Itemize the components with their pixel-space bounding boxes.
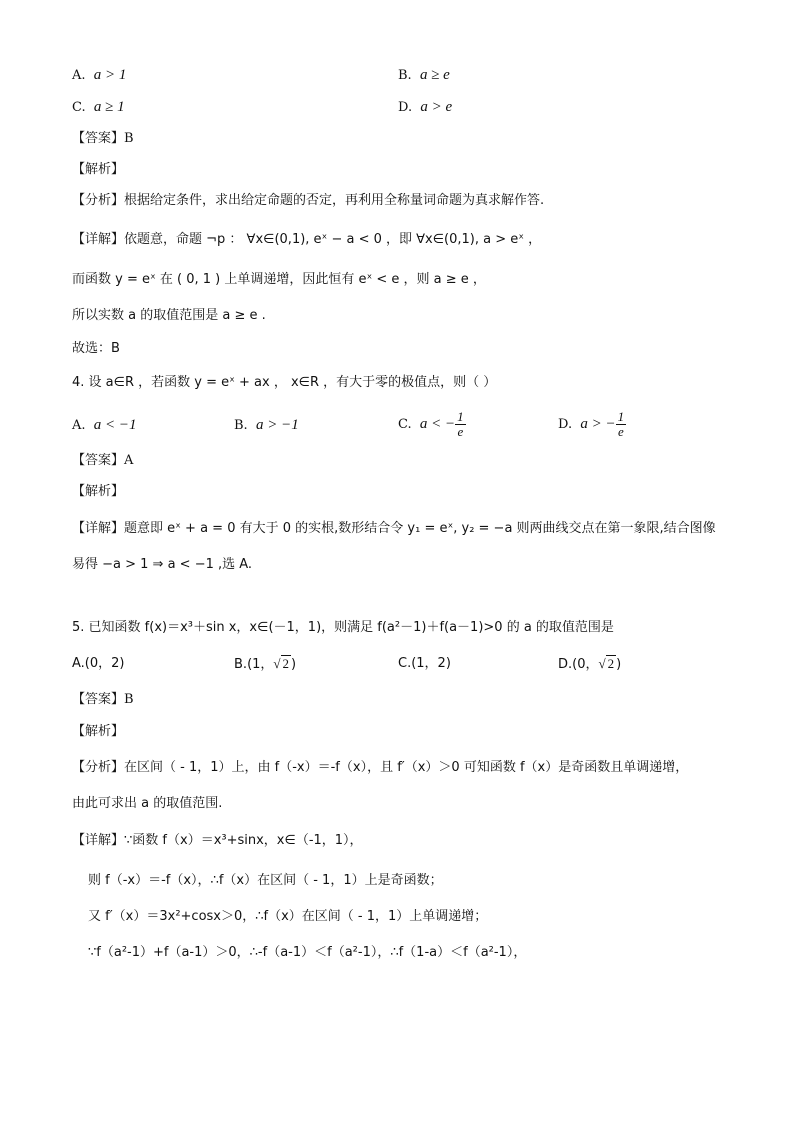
q5-detail-line1: 【详解】∵函数 f（x）＝x³+sinx，x∈（-1，1）， [72,833,363,848]
q3-option-a-text: a > 1 [93,67,127,83]
q3-option-b-text: a ≥ e [419,67,450,83]
q5-detail-line4: ∵f（a²-1）+f（a-1）＞0，∴-f（a-1）＜f（a²-1），∴f（1-a）＜f（a²-1）， [88,945,527,960]
q3-option-c-text: a ≥ 1 [93,99,125,115]
q5-option-b-sqrt: √ 2 [273,656,290,671]
q4-option-b: B. a > −1 [234,417,299,433]
q5-option-d: D.(0，√ 2 ) [558,656,622,672]
q5-option-a: A.(0，2) [72,656,125,671]
q3-option-b: B. a ≥ e [398,67,450,83]
q4-detail-line2: 易得 −a > 1 ⇒ a < −1 ,选 A. [72,557,253,572]
q4-analysis-tag: 【解析】 [72,484,125,499]
q4-option-a: A. a < −1 [72,417,137,433]
q3-option-a: A. a > 1 [72,67,127,83]
q4-option-d-fraction: $\frac{1}{e}$ [617,409,625,439]
q5-option-d-sqrt: √ 2 [598,656,615,671]
q3-fenxi: 【分析】根据给定条件，求出给定命题的否定，再利用全称量词命题为真求解作答. [72,193,545,208]
q3-detail-line2: 而函数 y = eˣ 在 ( 0, 1 ) 上单调递增，因此恒有 eˣ < e ，则 a ≥ e ， [72,272,486,287]
q4-option-c-fraction: $\frac{1}{e}$ [457,409,464,439]
q3-option-d-text: a > e [420,99,453,115]
q3-answer: 【答案】B [72,131,134,146]
q3-choose: 故选：B [72,341,120,356]
q5-option-c: C.(1，2) [398,656,451,671]
q3-analysis-tag: 【解析】 [72,162,125,177]
q5-stem: 5. 已知函数 f(x)＝x³＋sin x，x∈(－1，1)，则满足 f(a²－1)＋f(a－1)>0 的 a 的取值范围是 [72,620,614,635]
q3-option-c: C. a ≥ 1 [72,99,125,115]
q4-option-d: D. a > − $\frac{1}{e}$ [558,409,625,439]
q5-option-b: B.(1，√ 2 ) [234,656,297,672]
q5-fenxi-line2: 由此可求出 a 的取值范围. [72,796,223,811]
q4-detail-line1: 【详解】题意即 eˣ + a = 0 有大于 0 的实根,数形结合令 y₁ = eˣ, y₂ = −a 则两曲线交点在第一象限,结合图像 [72,521,716,536]
q5-answer: 【答案】B [72,692,134,707]
q4-option-c: C. a < − $\frac{1}{e}$ [398,409,464,439]
q5-fenxi-line1: 【分析】在区间（ - 1，1）上，由 f（-x）＝-f（x），且 f′（x）＞0 可知函数 f（x）是奇函数且单调递增， [72,760,689,775]
q3-detail-line1: 【详解】依题意，命题 ¬p ： ∀x∈(0,1), eˣ − a < 0 ，即 ∀x∈(0,1), a > eˣ ， [72,232,542,247]
q5-detail-line2: 则 f（-x）＝-f（x），∴f（x）在区间（ - 1，1）上是奇函数； [88,873,443,888]
q3-detail-line3: 所以实数 a 的取值范围是 a ≥ e . [72,308,266,323]
q5-analysis-tag: 【解析】 [72,724,125,739]
q3-option-d: D. a > e [398,99,453,115]
q4-answer: 【答案】A [72,453,134,468]
q5-detail-line3: 又 f′（x）＝3x²+cosx＞0，∴f（x）在区间（ - 1，1）上单调递增； [88,909,488,924]
q4-stem: 4. 设 a∈R ，若函数 y = eˣ + ax ， x∈R ，有大于零的极值点，则（ ） [72,375,497,390]
